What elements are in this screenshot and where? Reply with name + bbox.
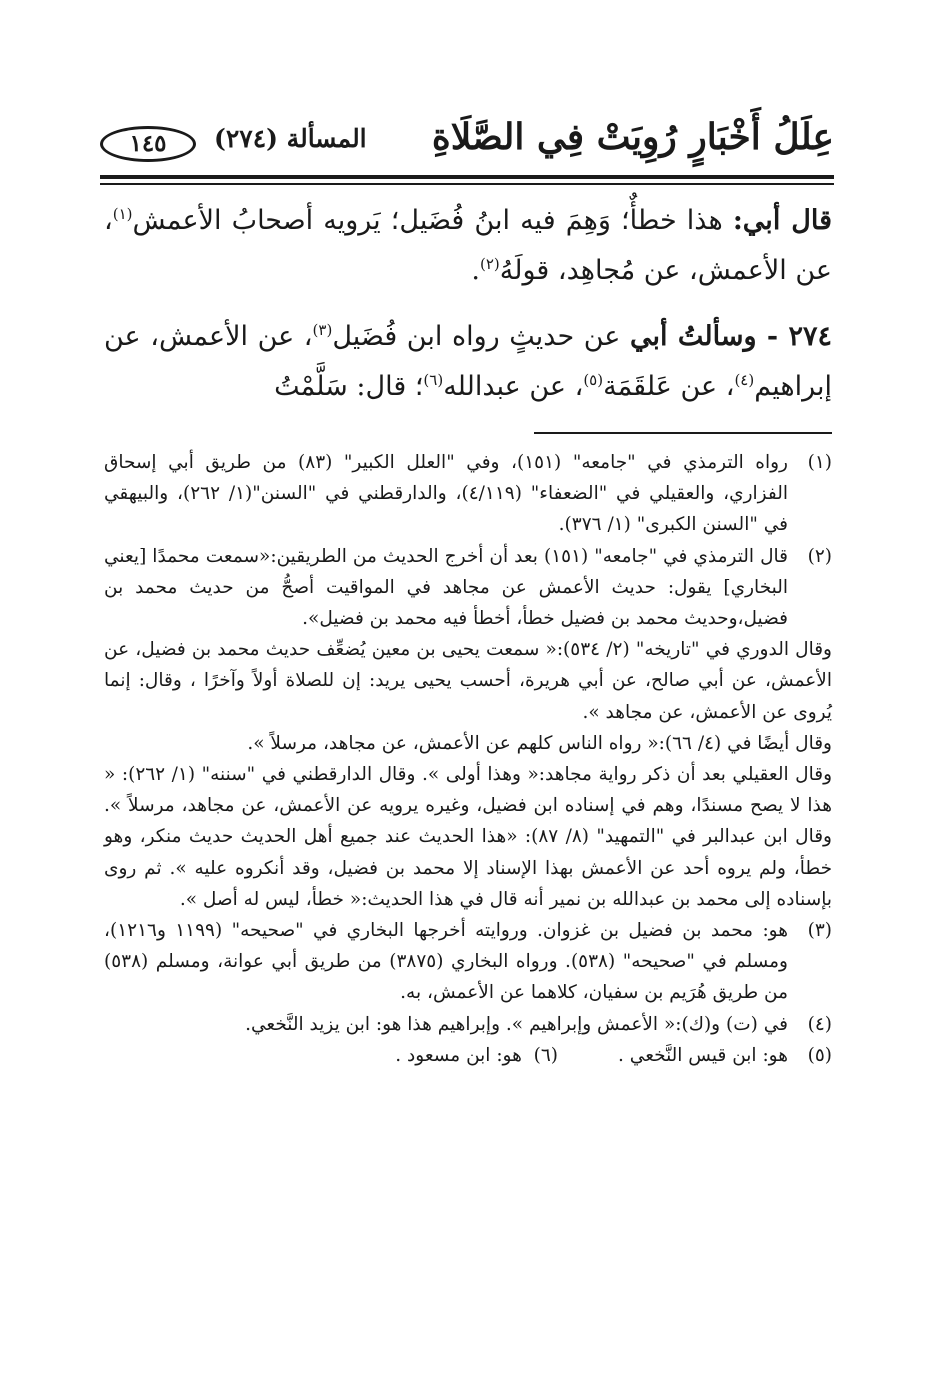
book-title: عِلَلُ أَخْبَارٍ رُوِيَتْ فِي الصَّلَاةِ [431, 116, 834, 158]
question-number: ٢٧٤ - وسألتُ أبي [629, 321, 832, 352]
header-rule-thin [100, 183, 834, 185]
footnote-number: (٢) [807, 545, 832, 567]
page-number: ١٤٥ [100, 126, 196, 162]
footnote-4 [104, 1009, 832, 1040]
question-text-d: ، عن عبدالله [443, 371, 584, 402]
footnote-ref-1: (١) [112, 205, 133, 223]
header-rule-thick [100, 175, 834, 179]
footnote-separator [534, 432, 832, 434]
footnote-ref-4: (٤) [734, 371, 755, 389]
question-text-b: ، عن الأعمش، عن إبراهيم [104, 321, 832, 402]
footnote-5-text: هو: ابن قيس النَّخعي . [618, 1044, 788, 1066]
question-text-a: عن حديثٍ رواه ابن فُضَيل [332, 321, 630, 352]
footnote-text: هو: محمد بن فضيل بن غزوان. وروايته أخرجها البخاري في "صحيحه" (١١٩٩ و١٢١٦)، ومسلم في "صحيحه" (٥٣٨). ورواه البخاري (٣٨٧٥) من طريق أبي عوانة، ومسلم (٥٣٨) من طريق هُرَيم بن سفيان، كلاهما عن الأعمش، به. [104, 920, 788, 1004]
footnote-2 [104, 541, 832, 635]
footnote-ref-6: (٦) [423, 371, 444, 389]
answer-text-b: ، عن الأعمش، عن مُجاهِد، قولَهُ [104, 205, 832, 286]
question-text-c: ، عن عَلقَمَة [603, 371, 735, 402]
footnote-2-continued-a: وقال الدوري في "تاريخه" (٢/ ٥٣٤):« سمعت يحيى بن معين يُضعِّف حديث محمد بن فضيل، عن الأعمش، عن أبي صالح، عن أبي هريرة، أحسب يحيى يريد: إن للصلاة أولاً وآخرًا ، وقال: إنما يُروى عن الأعمش، عن مجاهد ». [104, 639, 832, 723]
paragraph-answer [104, 196, 832, 296]
footnote-2-continued-c: وقال العقيلي بعد أن ذكر رواية مجاهد:« وهذا أولى ». وقال الدارقطني في "سننه" (١/ ٢٦٢): « هذا لا يصح مسندًا، وهم في إسناده ابن فضيل، وغيره يرويه عن الأعمش، عن مجاهد، مرسلاً ». وقال ابن عبدالبر في "التمهيد" (٨/ ٨٧): «هذا الحديث عند جميع أهل الحديث حديث منكر، وهو خطأ، ولم يروه أحد عن الأعمش بهذا الإسناد إلا محمد بن فضيل، وقد أنكروه عليه ». ثم روى بإسناده إلى محمد بن عبدالله بن نمير أنه قال في هذا الحديث:« خطأ، ليس له أصل ». [104, 764, 832, 910]
footnote-text: رواه الترمذي في "جامعه" (١٥١)، وفي "العلل الكبير" (٨٣) من طريق أبي إسحاق الفزاري، والعقيلي في "الضعفاء" (٤/١١٩)، والدارقطني في "السنن"(١/ ٢٦٢)، والبيهقي في "السنن الكبرى" (١/ ٣٧٦). [104, 452, 788, 536]
footnote-text: قال الترمذي في "جامعه" (١٥١) بعد أن أخرج الحديث من الطريقين:«سمعت محمدًا [يعني البخاري] يقول: حديث الأعمش عن مجاهد في المواقيت أصحُّ من حديث محمد بن فضيل،وحديث محمد بن فضيل خطأ، أخطأ فيه محمد بن فضيل». [104, 545, 788, 630]
footnote-text: في (ت) و(ك):« الأعمش وإبراهيم ». وإبراهيم هذا هو: ابن يزيد النَّخعي. [245, 1013, 788, 1035]
page-header [100, 112, 834, 172]
footnote-ref-5: (٥) [583, 371, 604, 389]
footnote-1 [104, 447, 832, 541]
speaker-label: قال أبي: [732, 205, 832, 236]
issue-label: المسألة (٢٧٤) [214, 124, 367, 153]
footnote-3 [104, 915, 832, 1009]
footnotes [104, 447, 832, 1071]
footnote-ref-2: (٢) [480, 255, 500, 273]
footnote-number: (٦) [533, 1044, 559, 1066]
footnote-number: (١) [807, 452, 832, 473]
footnote-number: (٤) [807, 1013, 832, 1035]
paragraph-question [104, 312, 832, 412]
footnote-6 [395, 1040, 558, 1071]
answer-text-a: هذا خطأٌ؛ وَهِمَ فيه ابنُ فُضَيل؛ يَرويه أصحابُ الأعمش [132, 205, 733, 236]
footnote-ref-3: (٣) [312, 321, 333, 339]
answer-end: . [471, 255, 480, 286]
footnote-6-text: هو: ابن مسعود . [395, 1044, 522, 1066]
question-text-e: ؛ قال: سَلَّمْتُ [274, 371, 424, 402]
footnote-number: (٣) [807, 920, 832, 942]
footnote-2-continued-b: وقال أيضًا في (٤/ ٦٦):« رواه الناس كلهم عن الأعمش، عن مجاهد، مرسلاً ». [247, 732, 832, 754]
main-text [104, 196, 832, 412]
footnote-row-5-6 [104, 1040, 832, 1071]
footnote-number: (٥) [807, 1044, 832, 1066]
